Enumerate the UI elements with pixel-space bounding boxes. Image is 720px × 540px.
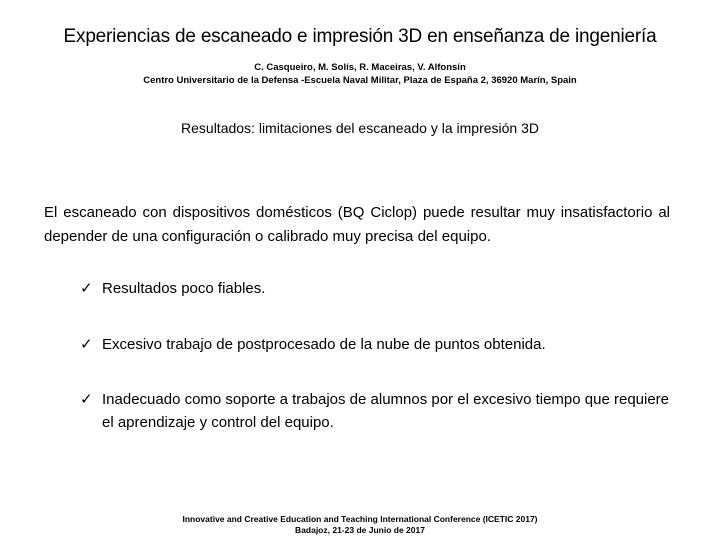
- bullet-item: [80, 277, 680, 300]
- checkmark-icon: ✓: [80, 280, 93, 297]
- authors-line: C. Casqueiro, M. Solís, R. Maceiras, V. Alfonsín: [254, 62, 466, 73]
- bullet-item: [80, 333, 680, 356]
- footer-place-date: Badajoz, 21-23 de Junio de 2017: [295, 525, 425, 535]
- checkmark-icon: ✓: [80, 391, 93, 408]
- bullet-text: Resultados poco fiables.: [102, 280, 266, 297]
- section-heading: Resultados: limitaciones del escaneado y la impresión 3D: [181, 120, 539, 136]
- footer: [0, 514, 720, 536]
- body-paragraph: El escaneado con dispositivos domésticos (BQ Ciclop) puede resultar muy insatisfactorio al depender de una configuración o calibrado muy precisa del equipo.: [44, 204, 670, 245]
- affiliation-line: Centro Universitario de la Defensa -Escuela Naval Militar, Plaza de España 2, 36920 Marín, Spain: [143, 75, 577, 86]
- author-block: [0, 61, 720, 87]
- footer-conference: Innovative and Creative Education and Teaching International Conference (ICETIC 2017): [182, 514, 538, 524]
- bullet-item: [80, 388, 680, 434]
- slide-title: Experiencias de escaneado e impresión 3D en enseñanza de ingeniería: [63, 26, 657, 47]
- bullet-text: Excesivo trabajo de postprocesado de la nube de puntos obtenida.: [102, 336, 546, 353]
- checkmark-icon: ✓: [80, 336, 93, 353]
- bullet-text: Inadecuado como soporte a trabajos de alumnos por el excesivo tiempo que requiere el aprendizaje y control del equipo.: [102, 391, 670, 431]
